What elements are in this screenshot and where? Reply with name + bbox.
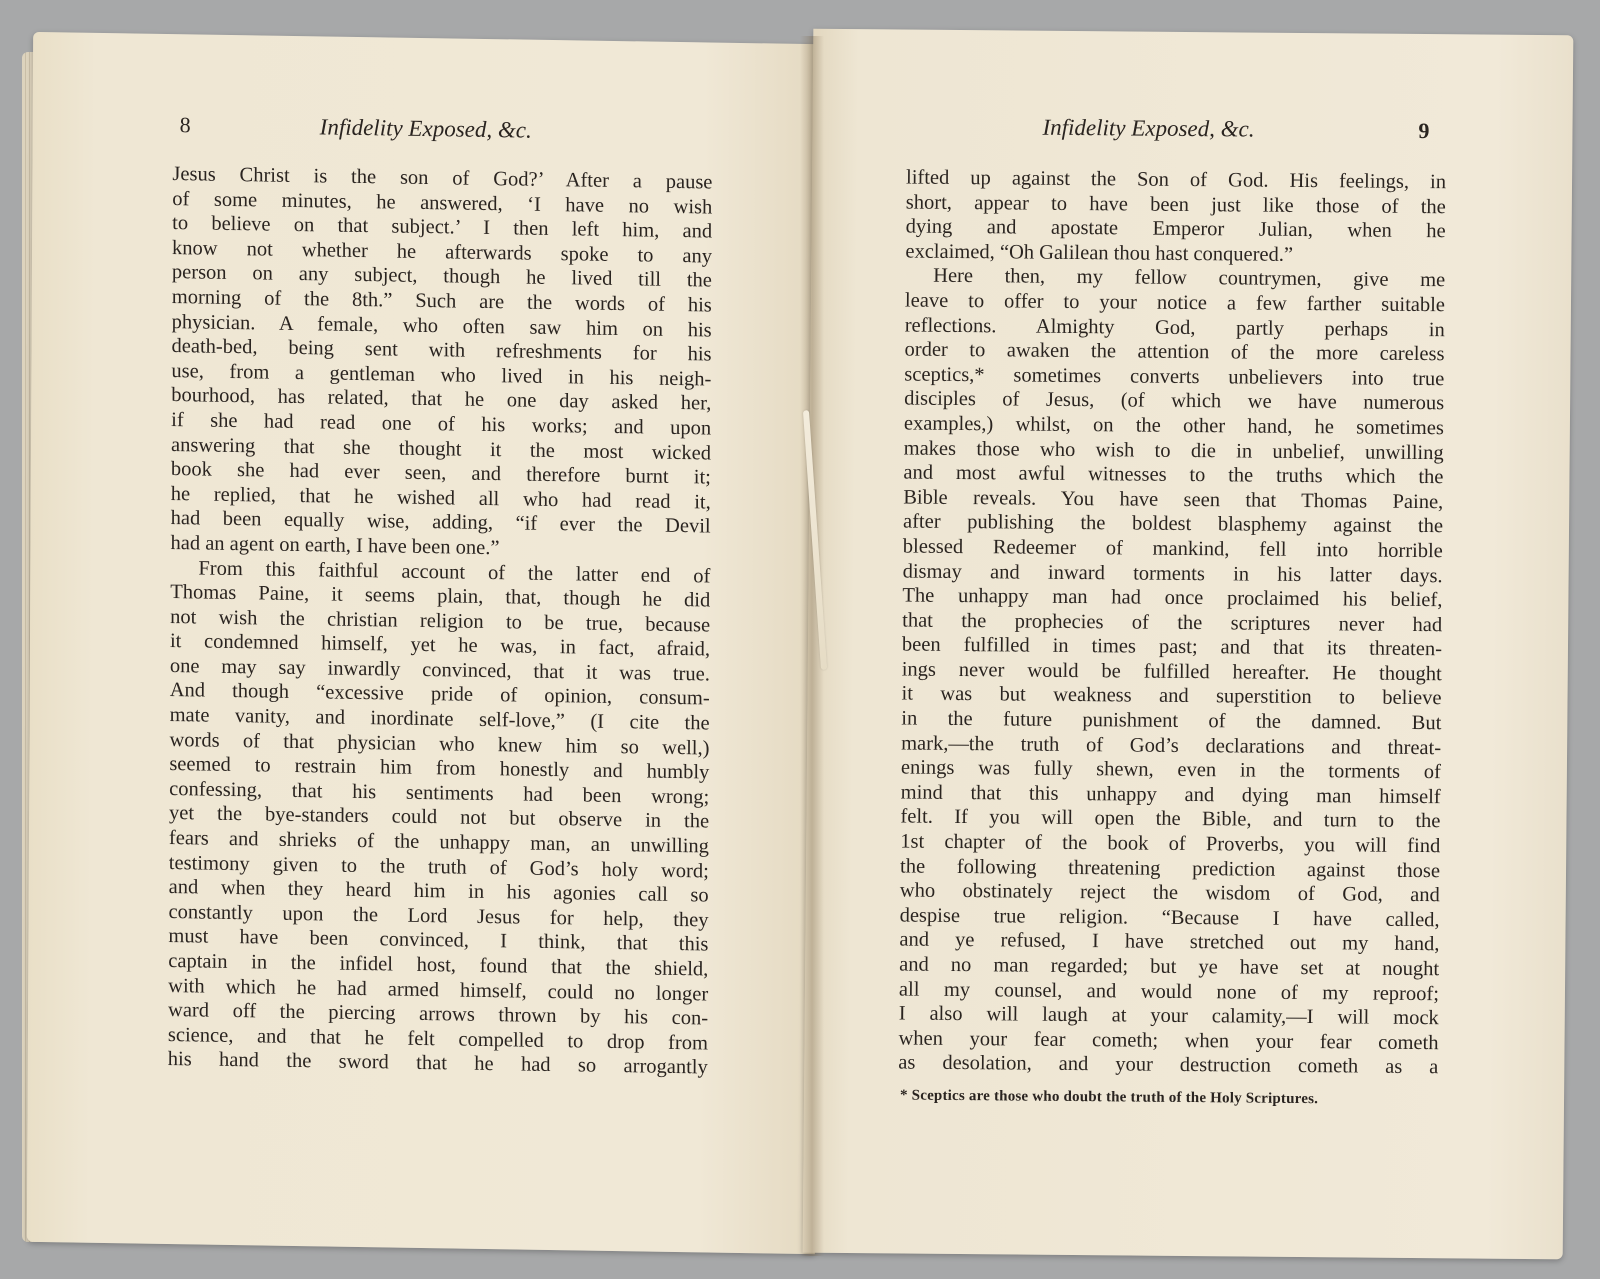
text-line: words of that physician who knew him so well,) [169, 728, 710, 760]
text-line: despise true religion. “Because I have called, [899, 904, 1440, 932]
text-line: with which he had armed himself, could no longer [168, 974, 709, 1006]
text-line: constantly upon the Lord Jesus for help, they [168, 900, 709, 932]
text-line: bourhood, has related, that he one day asked her, [171, 384, 712, 415]
text-line: as desolation, and your destruction cometh as a [898, 1051, 1439, 1079]
text-line: And though “excessive pride of opinion, consum- [169, 679, 710, 710]
text-line: ings never would be fulfilled hereafter. He thought [901, 658, 1442, 686]
text-line: makes those who wish to die in unbelief, unwilling [903, 437, 1444, 464]
text-line: it condemned himself, yet he was, in fact, afraid, [169, 630, 711, 661]
text-line: I also will laugh at your calamity,—I will mock [898, 1002, 1439, 1030]
text-line: order to awaken the attention of the more careless [904, 338, 1445, 366]
text-line: yet the bye-standers could not but observe in the [169, 802, 710, 833]
text-line: had been equally wise, adding, “if ever the Devil [170, 507, 711, 538]
text-line: mate vanity, and inordinate self-love,” (I cite the [169, 704, 710, 735]
text-line: leave to offer to your notice a few farther suitable [904, 289, 1446, 317]
text-line: the following threatening prediction against those [899, 855, 1441, 882]
text-line: when your fear cometh; when your fear cometh [898, 1027, 1439, 1054]
text-line: been fulfilled in times past; and that its threaten- [901, 633, 1443, 661]
text-line: The unhappy man had once proclaimed his belief, [902, 584, 1443, 612]
left-page-body [168, 162, 713, 1080]
text-line: ward off the piercing arrows thrown by his con- [168, 999, 709, 1030]
text-line: and most awful witnesses to the truths which the [903, 461, 1444, 489]
text-line: Bible reveals. You have seen that Thomas Paine, [903, 486, 1444, 513]
text-line: confessing, that his sentiments had been wrong; [169, 777, 710, 809]
text-line: From this faithful account of the latter end of [198, 556, 711, 587]
text-line: physician. A female, who often saw him on his [171, 310, 712, 342]
left-page-number: 8 [179, 112, 191, 138]
text-line: not wish the christian religion to be true, because [170, 605, 711, 637]
text-line: mark,—the truth of God’s declarations and threat- [901, 732, 1442, 759]
text-line: it was but weakness and superstition to believe [901, 682, 1442, 710]
right-page [803, 29, 1574, 1260]
text-line: one may say inwardly convinced, that it was true. [169, 654, 710, 686]
text-line: lifted up against the Son of God. His feelings, in [905, 166, 1447, 194]
text-line: morning of the 8th.” Such are the words of his [171, 286, 712, 317]
text-line: science, and that he felt compelled to drop from [167, 1023, 708, 1055]
text-line: Here then, my fellow countrymen, give me [933, 265, 1446, 292]
right-running-head: Infidelity Exposed, &c. [1042, 114, 1255, 142]
text-line: and ye refused, I have stretched out my hand, [899, 928, 1440, 956]
left-running-head: Infidelity Exposed, &c. [319, 114, 532, 143]
text-line: Thomas Paine, it seems plain, that, though he did [170, 581, 711, 612]
text-line: reflections. Almighty God, partly perhaps in [904, 314, 1445, 341]
text-line: use, from a gentleman who lived in his neigh- [171, 359, 712, 391]
text-line: person on any subject, though he lived till the [171, 261, 712, 292]
right-page-header [812, 113, 1572, 160]
right-page-number: 9 [1418, 117, 1430, 144]
text-line: to believe on that subject.’ I then left him, and [172, 212, 713, 243]
text-line: 1st chapter of the book of Proverbs, you will find [900, 830, 1441, 858]
left-page [27, 32, 821, 1254]
text-line: blessed Redeemer of mankind, fell into horrible [902, 535, 1443, 563]
text-line: that the prophecies of the scriptures never had [902, 609, 1443, 636]
text-line: mind that this unhappy and dying man himself [900, 781, 1441, 809]
footnote: * Sceptics are those who doubt the truth of the Holy Scriptures. [899, 1087, 1319, 1108]
text-line: of some minutes, he answered, ‘I have no wish [172, 187, 713, 219]
left-page-header [33, 110, 821, 162]
text-line: had an agent on earth, I have been one.” [170, 531, 500, 560]
text-line: testimony given to the truth of God’s holy word; [168, 851, 709, 883]
text-line: death-bed, being sent with refreshments for his [171, 335, 712, 366]
text-line: short, appear to have been just like those of the [905, 191, 1446, 218]
text-line: his hand the sword that he had so arrogantly [167, 1048, 708, 1079]
text-line: if she had read one of his works; and upon [171, 408, 712, 440]
text-line: fears and shrieks of the unhappy man, an unwilling [168, 827, 710, 858]
text-line: answering that she thought it the most wicked [170, 433, 712, 465]
text-line: and when they heard him in his agonies call so [168, 876, 709, 907]
text-line: must have been convinced, I think, that this [168, 925, 709, 956]
text-line: disciples of Jesus, (of which we have numerous [904, 387, 1445, 415]
text-line: Jesus Christ is the son of God?’ After a pause [172, 163, 713, 194]
text-line: sceptics,* sometimes converts unbelievers into true [904, 363, 1445, 390]
text-line: know not whether he afterwards spoke to any [171, 236, 713, 268]
text-line: after publishing the boldest blasphemy against the [902, 510, 1444, 538]
text-line: and no man regarded; but ye have set at nought [899, 953, 1440, 981]
text-line: enings was fully shewn, even in the torments of [900, 756, 1441, 784]
text-line: who obstinately reject the wisdom of God, and [899, 879, 1440, 907]
text-line: book she had ever seen, and therefore burnt it; [170, 458, 711, 489]
text-line: exclaimed, “Oh Galilean thou hast conquered.” [905, 240, 1294, 266]
text-line: in the future punishment of the damned. But [901, 707, 1442, 735]
text-line: examples,) whilst, on the other hand, he sometimes [903, 412, 1444, 440]
text-line: dying and apostate Emperor Julian, when he [905, 215, 1446, 243]
text-line: dismay and inward torments in his latter days. [902, 560, 1443, 587]
text-line: felt. If you will open the Bible, and turn to the [900, 805, 1441, 833]
text-line: captain in the infidel host, found that the shield, [168, 949, 709, 981]
text-line: he replied, that he wished all who had read it, [170, 482, 711, 514]
text-line: seemed to restrain him from honestly and humbly [169, 753, 710, 784]
text-line: all my counsel, and would none of my reproof; [898, 978, 1440, 1005]
right-page-body [898, 166, 1446, 1081]
